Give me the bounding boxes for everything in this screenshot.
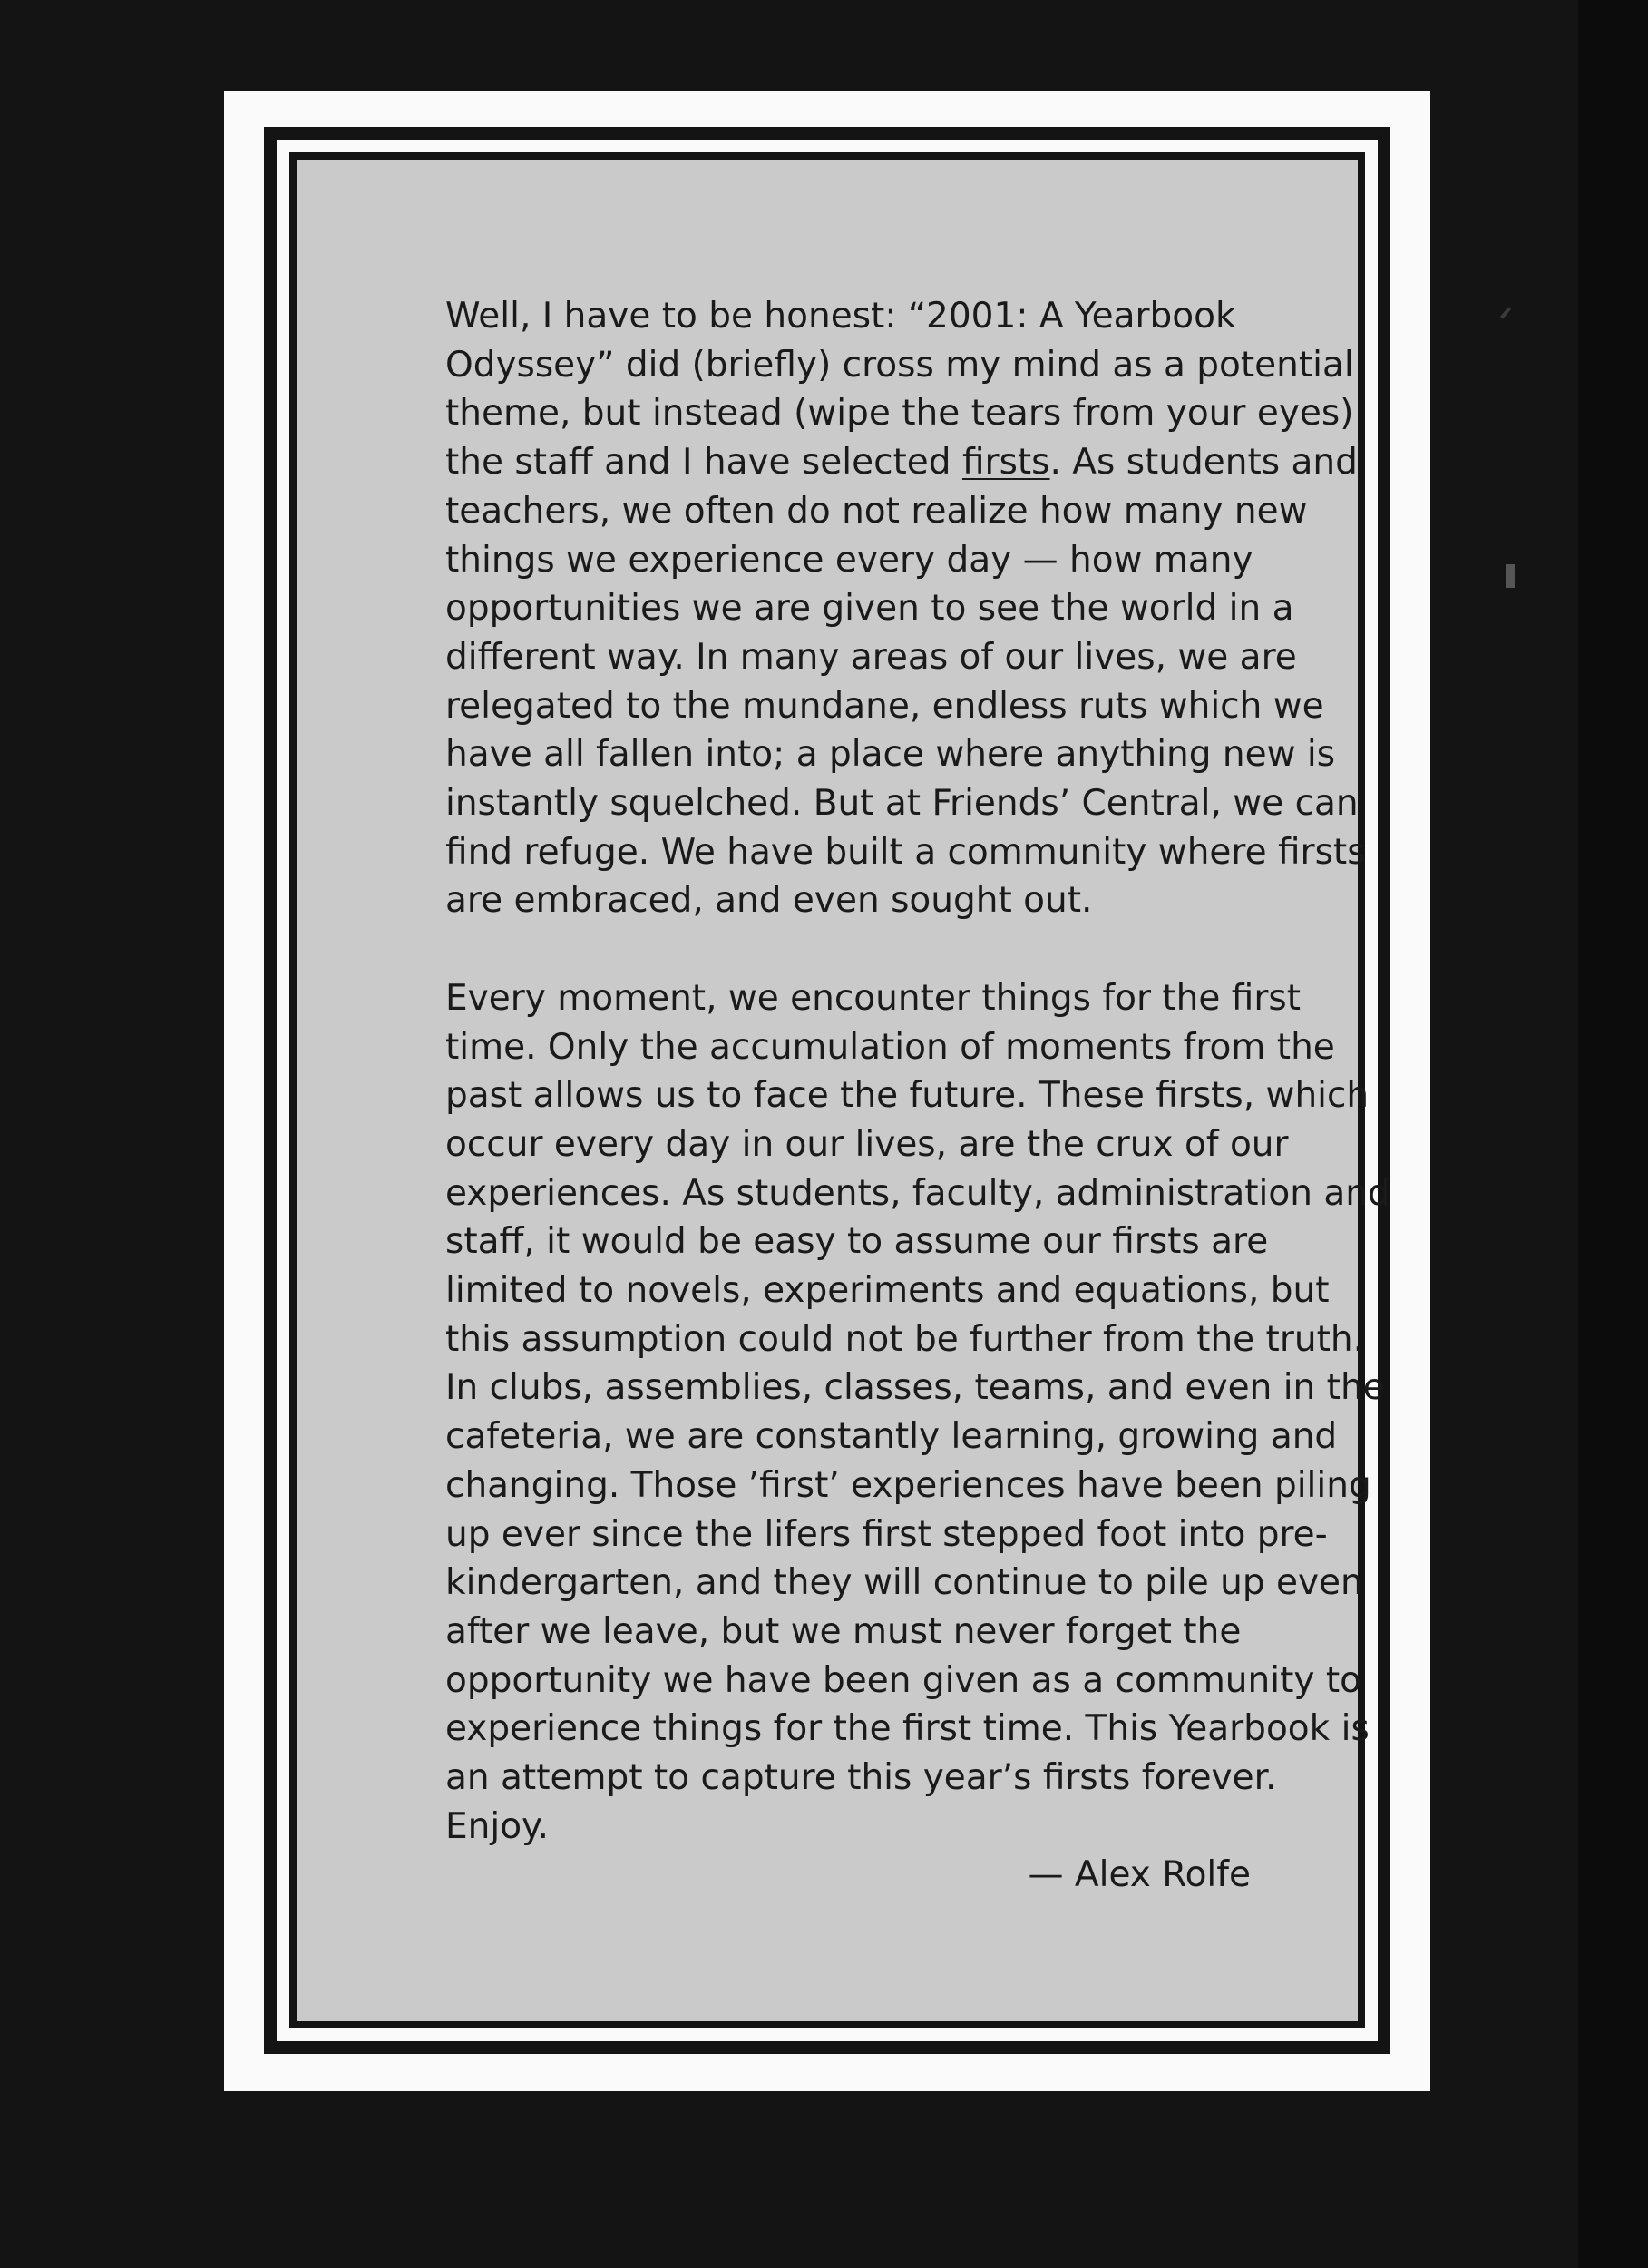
text-line: cafeteria, we are constantly learning, growing and (445, 1416, 1338, 1458)
text-line: different way. In many areas of our lives, we are (445, 636, 1297, 678)
text-line: experiences. As students, faculty, administration and (445, 1172, 1390, 1214)
text-line: staff, it would be easy to assume our firsts are (445, 1221, 1269, 1263)
dust-speck (1506, 564, 1515, 588)
text-line: an attempt to capture this year’s firsts forever. (445, 1757, 1277, 1799)
text-line: up ever since the lifers first stepped foot into pre- (445, 1513, 1328, 1555)
text-line: things we experience every day — how many (445, 539, 1253, 581)
border-gap (277, 140, 1390, 2041)
paragraph-1 (445, 292, 1366, 925)
text-line: opportunities we are given to see the world in a (445, 588, 1294, 630)
text-line: relegated to the mundane, endless ruts which we (445, 685, 1324, 727)
text-line: this assumption could not be further from the truth. (445, 1318, 1365, 1360)
editor-letter (445, 292, 1390, 1900)
text-line: occur every day in our lives, are the crux of our (445, 1123, 1289, 1165)
page-edge-shadow (1578, 0, 1648, 2268)
text-line: opportunity we have been given as a community to (445, 1659, 1362, 1701)
underlined-word: firsts (961, 442, 1050, 484)
text-segment: the staff and I have selected (445, 442, 962, 484)
dust-speck (1500, 307, 1511, 318)
text-line: past allows us to face the future. These firsts, which (445, 1075, 1370, 1117)
text-line: theme, but instead (wipe the tears from your eyes) (445, 393, 1354, 435)
text-line: limited to novels, experiments and equations, but (445, 1270, 1330, 1312)
text-line: instantly squelched. But at Friends’ Central, we can (445, 783, 1359, 825)
text-line: find refuge. We have built a community where firsts (445, 831, 1366, 873)
text-segment: . As students and (1049, 442, 1358, 484)
text-line: changing. Those ’first’ experiences have been piling (445, 1464, 1371, 1506)
outer-border (264, 127, 1390, 2054)
text-line: Well, I have to be honest: “2001: A Yearbook (445, 296, 1236, 337)
text-line: kindergarten, and they will continue to pile up even (445, 1562, 1363, 1604)
paragraph-2 (445, 974, 1390, 1900)
text-line: time. Only the accumulation of moments from the (445, 1026, 1335, 1068)
text-panel (297, 160, 1390, 2021)
text-line: teachers, we often do not realize how many new (445, 490, 1308, 532)
text-line: Every moment, we encounter things for the first (445, 977, 1301, 1019)
text-line: experience things for the first time. This Yearbook is (445, 1708, 1370, 1750)
text-line: Odyssey” did (briefly) cross my mind as a potential (445, 344, 1354, 386)
signature: — Alex Rolfe (1028, 1854, 1251, 1896)
text-line: have all fallen into; a place where anything new is (445, 734, 1336, 776)
text-line (445, 438, 1358, 487)
text-line: In clubs, assemblies, classes, teams, and even in the (445, 1367, 1385, 1409)
text-line: Enjoy. (445, 1805, 549, 1847)
inner-border (289, 152, 1390, 2028)
text-line: are embraced, and even sought out. (445, 880, 1093, 922)
letter-card (224, 91, 1430, 2091)
text-line: after we leave, but we must never forget the (445, 1610, 1242, 1652)
